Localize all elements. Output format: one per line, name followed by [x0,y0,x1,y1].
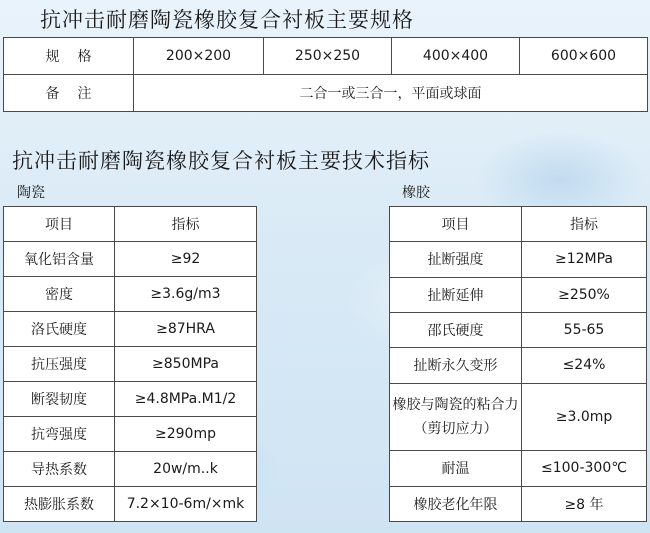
rubber-value: ≥3.0mp [522,383,647,451]
ceramic-item: 导热系数 [4,452,115,487]
ceramic-value: 7.2×10-6m/×mk [115,487,257,522]
note-row [4,75,648,112]
table-row [390,348,647,383]
rubber-heading: 橡胶 [402,185,430,201]
ceramic-item: 断裂韧度 [4,382,115,417]
ceramic-value: ≥3.6g/m3 [115,277,257,312]
ceramic-value: ≥4.8MPa.M1/2 [115,382,257,417]
ceramic-col-value: 指标 [115,207,257,242]
rubber-value: ≤100-300℃ [522,451,647,486]
note-label: 备注 [4,75,134,112]
spec-size-cell: 400×400 [392,38,520,75]
rubber-value: 55-65 [522,312,647,347]
spec-label: 规格 [4,38,134,75]
ceramic-value: ≥92 [115,242,257,277]
rubber-item: 橡胶老化年限 [390,486,522,521]
table-row [390,312,647,347]
rubber-item: 耐温 [390,451,522,486]
table-row [4,312,257,347]
table-row [390,486,647,521]
ceramic-value: ≥850MPa [115,347,257,382]
spec-size-cell: 250×250 [264,38,392,75]
note-cell: 二合一或三合一，平面或球面 [134,75,648,112]
table-row [4,487,257,522]
table-row [4,452,257,487]
table-row [4,382,257,417]
ceramic-value: ≥87HRA [115,312,257,347]
table-row [390,242,647,277]
ceramic-item: 抗压强度 [4,347,115,382]
ceramic-item: 热膨胀系数 [4,487,115,522]
rubber-col-item: 项目 [390,207,522,242]
ceramic-item: 密度 [4,277,115,312]
ceramic-item: 洛氏硬度 [4,312,115,347]
rubber-header-row [390,207,647,242]
table-row [4,242,257,277]
rubber-value: ≤24% [522,348,647,383]
rubber-col-value: 指标 [522,207,647,242]
ceramic-header-row [4,207,257,242]
rubber-item: 橡胶与陶瓷的粘合力（剪切应力） [390,383,522,451]
rubber-table [389,206,647,522]
rubber-item: 扯断延伸 [390,277,522,312]
table-row [390,451,647,486]
rubber-item: 扯断强度 [390,242,522,277]
ceramic-value: ≥290mp [115,417,257,452]
rubber-value: ≥250% [522,277,647,312]
spec-table [3,37,648,112]
ceramic-heading: 陶瓷 [17,185,45,201]
rubber-item: 扯断永久变形 [390,348,522,383]
ceramic-item: 抗弯强度 [4,417,115,452]
ceramic-col-item: 项目 [4,207,115,242]
rubber-item: 邵氏硬度 [390,312,522,347]
ceramic-item: 氧化铝含量 [4,242,115,277]
rubber-value: ≥8 年 [522,486,647,521]
spec-row [4,38,648,75]
table-row [4,417,257,452]
table-row [4,347,257,382]
rubber-value: ≥12MPa [522,242,647,277]
spec-size-cell: 200×200 [134,38,264,75]
table-row [390,277,647,312]
ceramic-value: 20w/m..k [115,452,257,487]
spec-size-cell: 600×600 [520,38,648,75]
table-row [390,383,647,451]
ceramic-table [3,206,257,522]
tech-title: 抗冲击耐磨陶瓷橡胶复合衬板主要技术指标 [12,149,430,173]
spec-title: 抗冲击耐磨陶瓷橡胶复合衬板主要规格 [40,8,414,32]
table-row [4,277,257,312]
